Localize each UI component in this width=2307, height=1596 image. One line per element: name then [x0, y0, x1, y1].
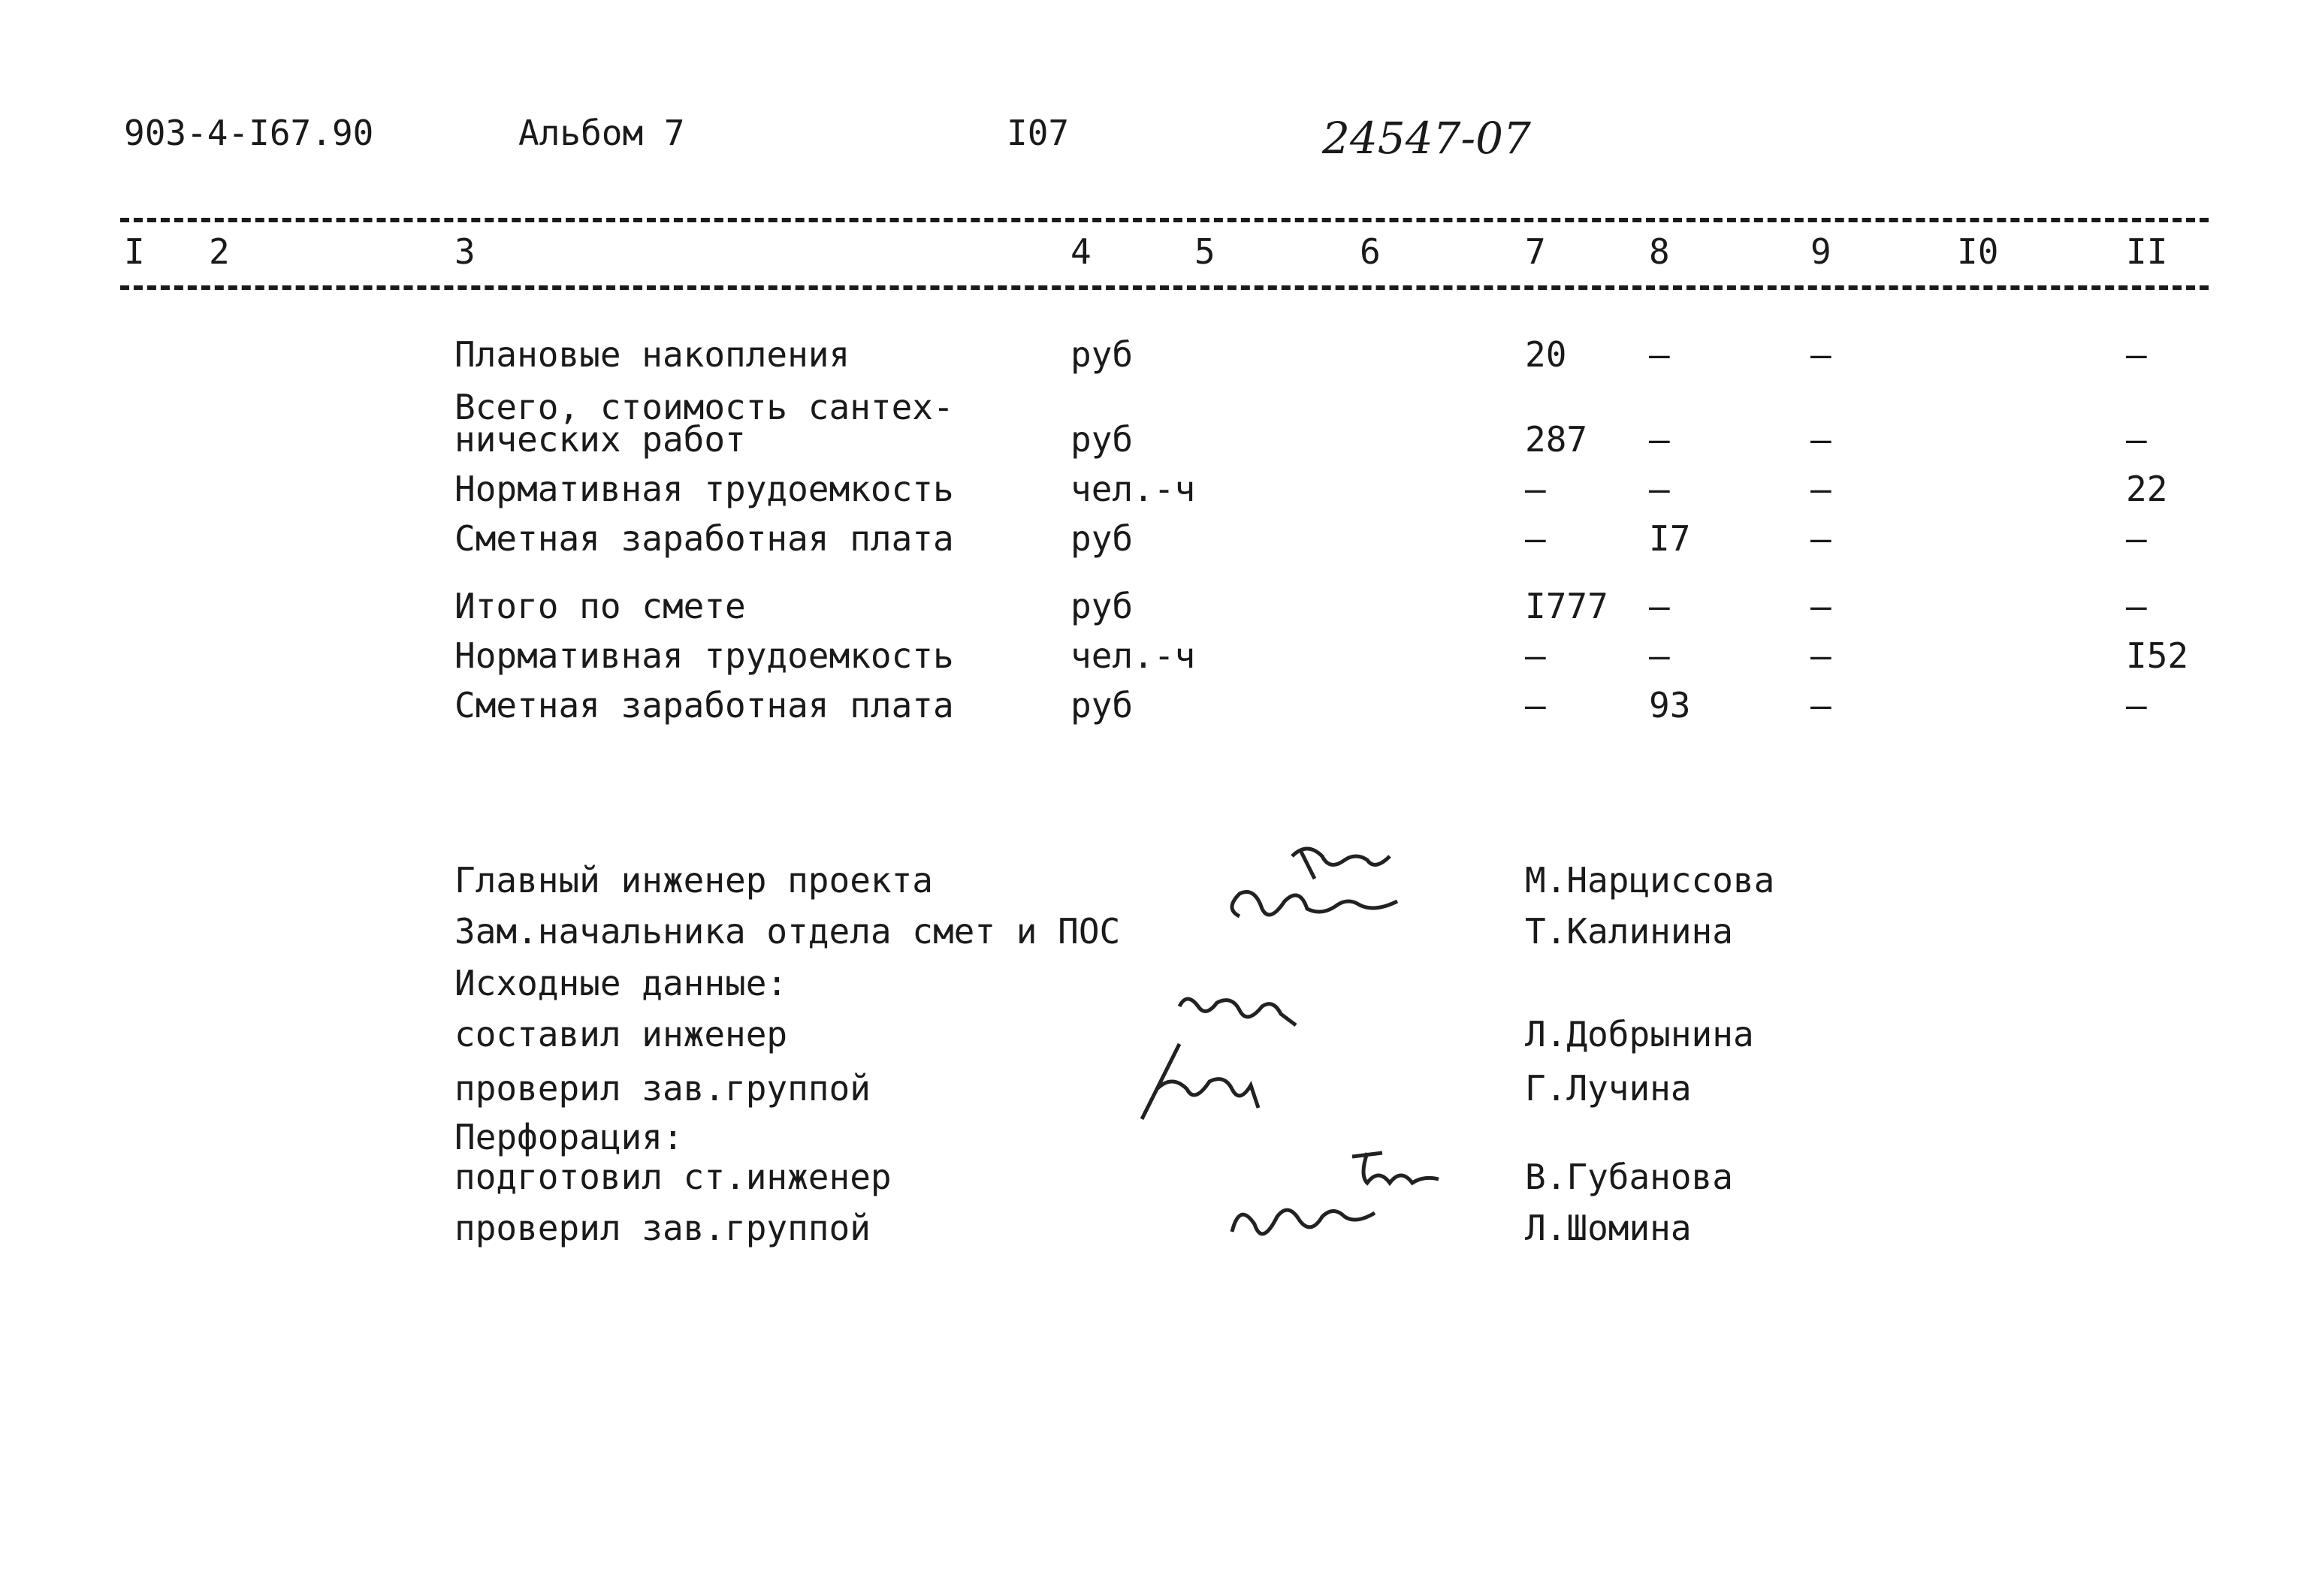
row-name: нических работ — [454, 419, 746, 460]
signature-role: составил инженер — [454, 1014, 788, 1054]
signature-person: Т.Калинина — [1525, 911, 1733, 952]
signature-role: проверил зав.группой — [454, 1068, 871, 1109]
row-unit: руб — [1070, 586, 1134, 626]
column-4: 4 — [1070, 231, 1092, 272]
signature-person: Л.Шомина — [1525, 1208, 1692, 1248]
row-col11: I52 — [2126, 635, 2189, 676]
signature-person: Г.Лучина — [1525, 1068, 1692, 1109]
signature-role: Главный инженер проекта — [454, 860, 933, 901]
row-name: Сметная заработная плата — [454, 685, 954, 726]
row-unit: руб — [1070, 334, 1134, 375]
row-col9: – — [1810, 469, 1831, 509]
row-col8: – — [1649, 334, 1670, 375]
column-11: II — [2126, 231, 2168, 272]
signature-role: подготовил ст.инженер — [454, 1157, 892, 1197]
column-7: 7 — [1525, 231, 1546, 272]
signature-scribble — [1217, 1142, 1472, 1247]
column-2: 2 — [209, 231, 230, 272]
row-col7: 20 — [1525, 334, 1567, 375]
handwritten-number: 24547-07 — [1322, 113, 1531, 164]
column-3: 3 — [454, 231, 476, 272]
row-col7: – — [1525, 518, 1546, 559]
row-name-line1: Всего, стоимость сантех- — [454, 387, 954, 427]
page-number: I07 — [1007, 113, 1070, 153]
row-unit: чел.-ч — [1070, 635, 1196, 676]
signature-section-label: Исходные данные: — [454, 963, 788, 1003]
column-6: 6 — [1360, 231, 1381, 272]
column-5: 5 — [1194, 231, 1215, 272]
row-col11: – — [2126, 586, 2147, 626]
row-name: Сметная заработная плата — [454, 518, 954, 559]
header-bottom-rule — [120, 285, 2209, 290]
row-col11: – — [2126, 334, 2147, 375]
row-unit: руб — [1070, 685, 1134, 726]
album-label: Альбом 7 — [518, 113, 685, 153]
signature-scribble — [1202, 834, 1472, 946]
row-col11: 22 — [2126, 469, 2168, 509]
header-top-rule — [120, 218, 2209, 222]
row-col11: – — [2126, 419, 2147, 460]
row-unit: руб — [1070, 419, 1134, 460]
row-name: Итого по смете — [454, 586, 746, 626]
row-col9: – — [1810, 635, 1831, 676]
signature-scribble — [1127, 984, 1375, 1149]
row-col11: – — [2126, 685, 2147, 726]
column-8: 8 — [1649, 231, 1670, 272]
row-name: Плановые накопления — [454, 334, 850, 375]
row-col7: I777 — [1525, 586, 1608, 626]
signature-role: Зам.начальника отдела смет и ПОС — [454, 911, 1121, 952]
row-unit: руб — [1070, 518, 1134, 559]
column-9: 9 — [1810, 231, 1831, 272]
row-col9: – — [1810, 586, 1831, 626]
column-10: I0 — [1957, 231, 1999, 272]
row-col8: – — [1649, 469, 1670, 509]
row-col9: – — [1810, 518, 1831, 559]
row-col11: – — [2126, 518, 2147, 559]
signature-person: В.Губанова — [1525, 1157, 1733, 1197]
row-col8: I7 — [1649, 518, 1691, 559]
row-name: Нормативная трудоемкость — [454, 635, 954, 676]
row-col8: – — [1649, 419, 1670, 460]
row-col8: – — [1649, 635, 1670, 676]
document-code: 903-4-I67.90 — [124, 113, 374, 153]
row-col7: – — [1525, 635, 1546, 676]
row-col9: – — [1810, 419, 1831, 460]
signature-person: Л.Добрынина — [1525, 1014, 1754, 1054]
row-col9: – — [1810, 334, 1831, 375]
signature-section-label: Перфорация: — [454, 1117, 684, 1157]
row-col7: – — [1525, 469, 1546, 509]
row-col8: 93 — [1649, 685, 1691, 726]
signature-person: М.Нарциссова — [1525, 860, 1775, 901]
signature-role: проверил зав.группой — [454, 1208, 871, 1248]
row-unit: чел.-ч — [1070, 469, 1196, 509]
row-col7: – — [1525, 685, 1546, 726]
row-col7: 287 — [1525, 419, 1588, 460]
column-1: I — [124, 231, 145, 272]
row-name: Нормативная трудоемкость — [454, 469, 954, 509]
row-col9: – — [1810, 685, 1831, 726]
row-col8: – — [1649, 586, 1670, 626]
